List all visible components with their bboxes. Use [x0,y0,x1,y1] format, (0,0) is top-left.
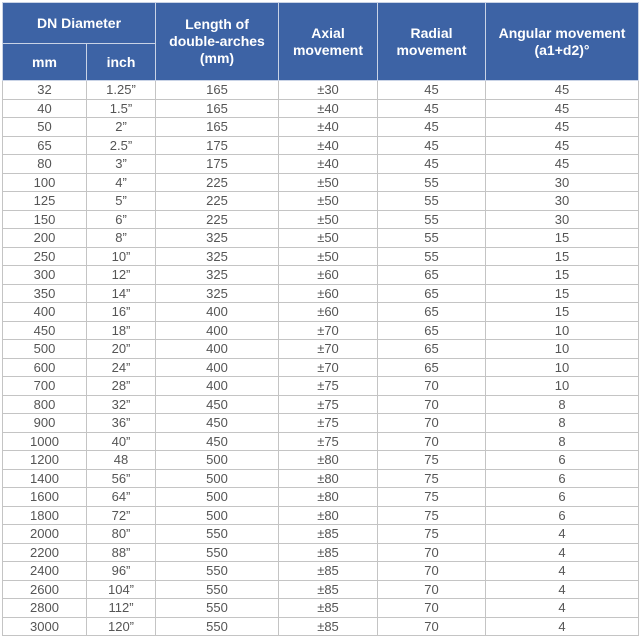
cell-radial: 45 [378,155,486,174]
cell-axial: ±80 [279,469,378,488]
cell-axial: ±70 [279,321,378,340]
header-length-line1: Length of [185,16,249,32]
cell-radial: 55 [378,173,486,192]
cell-inch: 12” [87,266,156,285]
table-row [3,377,639,396]
cell-length: 550 [156,599,279,618]
cell-inch: 10” [87,247,156,266]
cell-inch: 80” [87,525,156,544]
cell-radial: 70 [378,562,486,581]
header-axial [279,3,378,81]
cell-radial: 70 [378,395,486,414]
cell-mm: 2600 [3,580,87,599]
cell-inch: 32” [87,395,156,414]
cell-axial: ±50 [279,192,378,211]
header-length-line3: (mm) [199,50,235,66]
cell-length: 450 [156,414,279,433]
cell-radial: 70 [378,432,486,451]
cell-mm: 80 [3,155,87,174]
cell-length: 400 [156,358,279,377]
table-row [3,358,639,377]
table-row [3,469,639,488]
table-row [3,562,639,581]
table-header [3,3,639,81]
cell-inch: 4” [87,173,156,192]
header-length [156,3,279,81]
cell-axial: ±85 [279,617,378,636]
cell-axial: ±85 [279,543,378,562]
cell-length: 175 [156,136,279,155]
cell-angular: 15 [486,284,639,303]
cell-angular: 6 [486,506,639,525]
cell-length: 325 [156,266,279,285]
table-row [3,247,639,266]
cell-mm: 50 [3,118,87,137]
cell-radial: 70 [378,599,486,618]
cell-angular: 4 [486,599,639,618]
header-inch: inch [87,44,156,81]
table-row [3,321,639,340]
cell-axial: ±60 [279,303,378,322]
cell-radial: 70 [378,543,486,562]
cell-mm: 400 [3,303,87,322]
cell-axial: ±70 [279,358,378,377]
cell-length: 225 [156,173,279,192]
header-angular-line2: (a1+d2)° [534,41,590,58]
cell-radial: 70 [378,580,486,599]
cell-length: 325 [156,284,279,303]
table-row [3,136,639,155]
table-row [3,173,639,192]
cell-axial: ±60 [279,266,378,285]
table-row [3,81,639,100]
table-row [3,284,639,303]
header-length-line2: double-arches [169,33,265,49]
cell-inch: 64” [87,488,156,507]
cell-axial: ±75 [279,395,378,414]
cell-axial: ±50 [279,210,378,229]
cell-mm: 450 [3,321,87,340]
cell-axial: ±30 [279,81,378,100]
cell-mm: 32 [3,81,87,100]
cell-inch: 96” [87,562,156,581]
cell-radial: 45 [378,118,486,137]
cell-angular: 15 [486,247,639,266]
cell-angular: 4 [486,617,639,636]
cell-angular: 15 [486,229,639,248]
cell-length: 500 [156,488,279,507]
cell-radial: 65 [378,321,486,340]
cell-angular: 4 [486,562,639,581]
cell-mm: 700 [3,377,87,396]
cell-axial: ±75 [279,414,378,433]
cell-radial: 45 [378,136,486,155]
cell-axial: ±40 [279,99,378,118]
cell-angular: 30 [486,192,639,211]
cell-radial: 70 [378,377,486,396]
cell-mm: 200 [3,229,87,248]
cell-radial: 75 [378,506,486,525]
table-row [3,543,639,562]
cell-radial: 55 [378,229,486,248]
cell-inch: 56” [87,469,156,488]
header-radial-line1: Radial [410,24,453,41]
cell-axial: ±50 [279,247,378,266]
cell-axial: ±80 [279,451,378,470]
cell-angular: 45 [486,99,639,118]
header-dn-diameter: DN Diameter [3,3,156,44]
cell-mm: 500 [3,340,87,359]
cell-angular: 10 [486,340,639,359]
cell-mm: 40 [3,99,87,118]
cell-mm: 150 [3,210,87,229]
cell-mm: 3000 [3,617,87,636]
table-row [3,617,639,636]
cell-length: 450 [156,432,279,451]
cell-mm: 800 [3,395,87,414]
cell-angular: 4 [486,580,639,599]
cell-length: 550 [156,543,279,562]
table-row [3,414,639,433]
cell-angular: 45 [486,81,639,100]
table-body [3,81,639,636]
cell-axial: ±85 [279,599,378,618]
cell-angular: 6 [486,451,639,470]
cell-mm: 2000 [3,525,87,544]
cell-length: 400 [156,377,279,396]
cell-length: 550 [156,617,279,636]
cell-mm: 300 [3,266,87,285]
cell-length: 225 [156,210,279,229]
cell-mm: 65 [3,136,87,155]
cell-length: 165 [156,99,279,118]
cell-axial: ±85 [279,580,378,599]
cell-mm: 1600 [3,488,87,507]
cell-angular: 8 [486,414,639,433]
cell-angular: 15 [486,303,639,322]
cell-axial: ±85 [279,562,378,581]
cell-inch: 2.5” [87,136,156,155]
header-angular [486,3,639,81]
cell-radial: 45 [378,81,486,100]
cell-radial: 65 [378,303,486,322]
table-row [3,303,639,322]
cell-inch: 40” [87,432,156,451]
cell-inch: 18” [87,321,156,340]
cell-length: 325 [156,229,279,248]
cell-inch: 28” [87,377,156,396]
table-row [3,192,639,211]
cell-inch: 104” [87,580,156,599]
cell-length: 175 [156,155,279,174]
cell-length: 500 [156,506,279,525]
cell-angular: 45 [486,155,639,174]
cell-radial: 75 [378,451,486,470]
cell-axial: ±40 [279,118,378,137]
header-radial [378,3,486,81]
cell-radial: 65 [378,284,486,303]
cell-radial: 55 [378,247,486,266]
table-row [3,599,639,618]
cell-angular: 15 [486,266,639,285]
cell-mm: 2800 [3,599,87,618]
table-row [3,229,639,248]
cell-radial: 65 [378,266,486,285]
header-axial-line1: Axial [311,24,345,41]
cell-mm: 1200 [3,451,87,470]
cell-angular: 30 [486,210,639,229]
cell-radial: 65 [378,358,486,377]
cell-mm: 2400 [3,562,87,581]
cell-mm: 350 [3,284,87,303]
cell-length: 400 [156,303,279,322]
cell-inch: 112” [87,599,156,618]
header-mm: mm [3,44,87,81]
cell-length: 400 [156,321,279,340]
cell-axial: ±75 [279,432,378,451]
cell-radial: 55 [378,192,486,211]
cell-axial: ±85 [279,525,378,544]
cell-inch: 5” [87,192,156,211]
cell-angular: 4 [486,525,639,544]
cell-mm: 600 [3,358,87,377]
cell-length: 550 [156,562,279,581]
cell-inch: 72” [87,506,156,525]
cell-inch: 14” [87,284,156,303]
cell-length: 500 [156,469,279,488]
cell-inch: 2” [87,118,156,137]
table-row [3,340,639,359]
cell-mm: 125 [3,192,87,211]
cell-length: 500 [156,451,279,470]
cell-inch: 20” [87,340,156,359]
cell-radial: 55 [378,210,486,229]
cell-inch: 3” [87,155,156,174]
cell-angular: 10 [486,377,639,396]
cell-radial: 65 [378,340,486,359]
cell-mm: 2200 [3,543,87,562]
cell-length: 400 [156,340,279,359]
cell-axial: ±50 [279,173,378,192]
table-row [3,451,639,470]
cell-mm: 1800 [3,506,87,525]
table-row [3,432,639,451]
table-row [3,580,639,599]
header-angular-line1: Angular movement [498,24,626,41]
table-row [3,266,639,285]
cell-angular: 8 [486,432,639,451]
cell-axial: ±60 [279,284,378,303]
table-row [3,525,639,544]
cell-angular: 10 [486,358,639,377]
table-row [3,210,639,229]
cell-length: 550 [156,580,279,599]
cell-inch: 24” [87,358,156,377]
cell-radial: 75 [378,525,486,544]
cell-angular: 45 [486,118,639,137]
cell-axial: ±40 [279,136,378,155]
cell-inch: 6” [87,210,156,229]
cell-angular: 45 [486,136,639,155]
specification-table [2,2,639,636]
cell-axial: ±75 [279,377,378,396]
cell-length: 165 [156,81,279,100]
table-row [3,118,639,137]
cell-length: 325 [156,247,279,266]
cell-inch: 36” [87,414,156,433]
header-radial-line2: movement [396,41,467,58]
cell-length: 165 [156,118,279,137]
cell-angular: 6 [486,488,639,507]
cell-inch: 48 [87,451,156,470]
table-row [3,155,639,174]
cell-axial: ±80 [279,488,378,507]
cell-angular: 6 [486,469,639,488]
cell-inch: 8” [87,229,156,248]
cell-angular: 30 [486,173,639,192]
cell-length: 225 [156,192,279,211]
cell-radial: 45 [378,99,486,118]
table-row [3,488,639,507]
cell-inch: 16” [87,303,156,322]
cell-inch: 120” [87,617,156,636]
header-axial-line2: movement [292,41,364,58]
cell-axial: ±50 [279,229,378,248]
cell-radial: 75 [378,469,486,488]
cell-angular: 4 [486,543,639,562]
cell-radial: 70 [378,414,486,433]
cell-angular: 8 [486,395,639,414]
cell-inch: 88” [87,543,156,562]
cell-mm: 1000 [3,432,87,451]
cell-length: 450 [156,395,279,414]
cell-axial: ±80 [279,506,378,525]
table-row [3,506,639,525]
cell-axial: ±70 [279,340,378,359]
cell-inch: 1.25” [87,81,156,100]
cell-mm: 100 [3,173,87,192]
cell-length: 550 [156,525,279,544]
table-row [3,395,639,414]
cell-axial: ±40 [279,155,378,174]
cell-mm: 1400 [3,469,87,488]
cell-mm: 250 [3,247,87,266]
cell-radial: 75 [378,488,486,507]
cell-inch: 1.5” [87,99,156,118]
cell-mm: 900 [3,414,87,433]
cell-radial: 70 [378,617,486,636]
table-row [3,99,639,118]
cell-angular: 10 [486,321,639,340]
